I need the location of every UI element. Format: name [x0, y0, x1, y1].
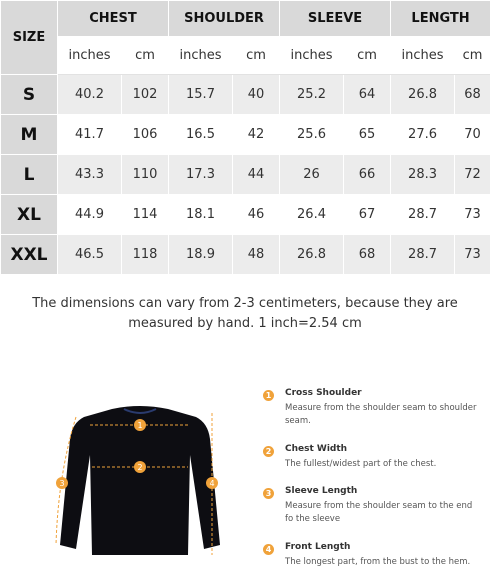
- legend-description: The longest part, from the bust to the hem.: [285, 557, 471, 567]
- table-cell: 28.7: [391, 235, 455, 275]
- table-cell: 25.2: [280, 75, 344, 115]
- table-cell: 18.1: [169, 195, 233, 235]
- table-row: [1, 155, 490, 195]
- svg-text:2: 2: [137, 463, 143, 472]
- table-cell: 106: [122, 115, 169, 155]
- marker-2: [134, 461, 146, 473]
- legend-description: Measure from the shoulder seam to the end fo the sleeve: [285, 501, 473, 524]
- table-cell: 40.2: [58, 75, 122, 115]
- number-badge-icon: 2: [263, 446, 274, 457]
- legend-title: Front Length: [285, 542, 351, 552]
- number-badge-icon: 4: [263, 544, 274, 555]
- table-cell: 110: [122, 155, 169, 195]
- unit-header: inches: [280, 37, 344, 75]
- table-cell: 26.8: [280, 235, 344, 275]
- table-cell: 67: [344, 195, 391, 235]
- size-label: M: [1, 115, 58, 155]
- table-cell: 18.9: [169, 235, 233, 275]
- table-cell: 40: [233, 75, 280, 115]
- table-cell: 44.9: [58, 195, 122, 235]
- svg-text:1: 1: [137, 421, 143, 430]
- legend-title: Sleeve Length: [285, 486, 358, 496]
- units-row: [1, 37, 490, 75]
- table-cell: 102: [122, 75, 169, 115]
- table-cell: 64: [344, 75, 391, 115]
- table-cell: 68: [455, 75, 490, 115]
- table-cell: 26.4: [280, 195, 344, 235]
- table-cell: 42: [233, 115, 280, 155]
- sweater-measurement-diagram: [40, 395, 245, 570]
- table-cell: 70: [455, 115, 490, 155]
- table-cell: 73: [455, 195, 490, 235]
- marker-3: [56, 477, 68, 489]
- unit-header: inches: [169, 37, 233, 75]
- table-row: [1, 75, 490, 115]
- number-badge-icon: 3: [263, 488, 274, 499]
- size-label: XL: [1, 195, 58, 235]
- table-row: [1, 235, 490, 275]
- table-cell: 65: [344, 115, 391, 155]
- legend-title: Cross Shoulder: [285, 388, 362, 398]
- table-cell: 73: [455, 235, 490, 275]
- table-cell: 68: [344, 235, 391, 275]
- svg-text:3: 3: [59, 479, 65, 488]
- table-row: [1, 195, 490, 235]
- table-cell: 118: [122, 235, 169, 275]
- table-cell: 114: [122, 195, 169, 235]
- length-header: LENGTH: [391, 1, 490, 37]
- marker-4: [206, 477, 218, 489]
- legend-description: Measure from the shoulder seam to shoulder seam.: [285, 403, 477, 426]
- table-cell: 16.5: [169, 115, 233, 155]
- size-label: S: [1, 75, 58, 115]
- table-cell: 28.3: [391, 155, 455, 195]
- marker-1: [134, 419, 146, 431]
- table-cell: 48: [233, 235, 280, 275]
- size-chart-table: [0, 0, 490, 275]
- table-cell: 28.7: [391, 195, 455, 235]
- table-cell: 43.3: [58, 155, 122, 195]
- unit-header: cm: [455, 37, 490, 75]
- table-cell: 17.3: [169, 155, 233, 195]
- svg-text:4: 4: [209, 479, 215, 488]
- legend-title: Chest Width: [285, 444, 348, 454]
- unit-header: cm: [233, 37, 280, 75]
- shoulder-header: SHOULDER: [169, 1, 280, 37]
- size-label: L: [1, 155, 58, 195]
- table-row: [1, 115, 490, 155]
- sleeve-header: SLEEVE: [280, 1, 391, 37]
- unit-header: cm: [344, 37, 391, 75]
- unit-header: inches: [58, 37, 122, 75]
- legend-description: The fullest/widest part of the chest.: [285, 459, 437, 469]
- size-header: SIZE: [1, 1, 58, 75]
- table-cell: 72: [455, 155, 490, 195]
- table-cell: 25.6: [280, 115, 344, 155]
- chest-header: CHEST: [58, 1, 169, 37]
- measurement-note: The dimensions can vary from 2-3 centimeters, because they are measured by hand. 1 inch=2.54 cm: [32, 296, 458, 331]
- table-cell: 26: [280, 155, 344, 195]
- table-cell: 44: [233, 155, 280, 195]
- table-cell: 41.7: [58, 115, 122, 155]
- size-label: XXL: [1, 235, 58, 275]
- number-badge-icon: 1: [263, 390, 274, 401]
- table-cell: 66: [344, 155, 391, 195]
- table-cell: 15.7: [169, 75, 233, 115]
- table-cell: 46: [233, 195, 280, 235]
- table-cell: 27.6: [391, 115, 455, 155]
- unit-header: inches: [391, 37, 455, 75]
- unit-header: cm: [122, 37, 169, 75]
- table-cell: 46.5: [58, 235, 122, 275]
- table-cell: 26.8: [391, 75, 455, 115]
